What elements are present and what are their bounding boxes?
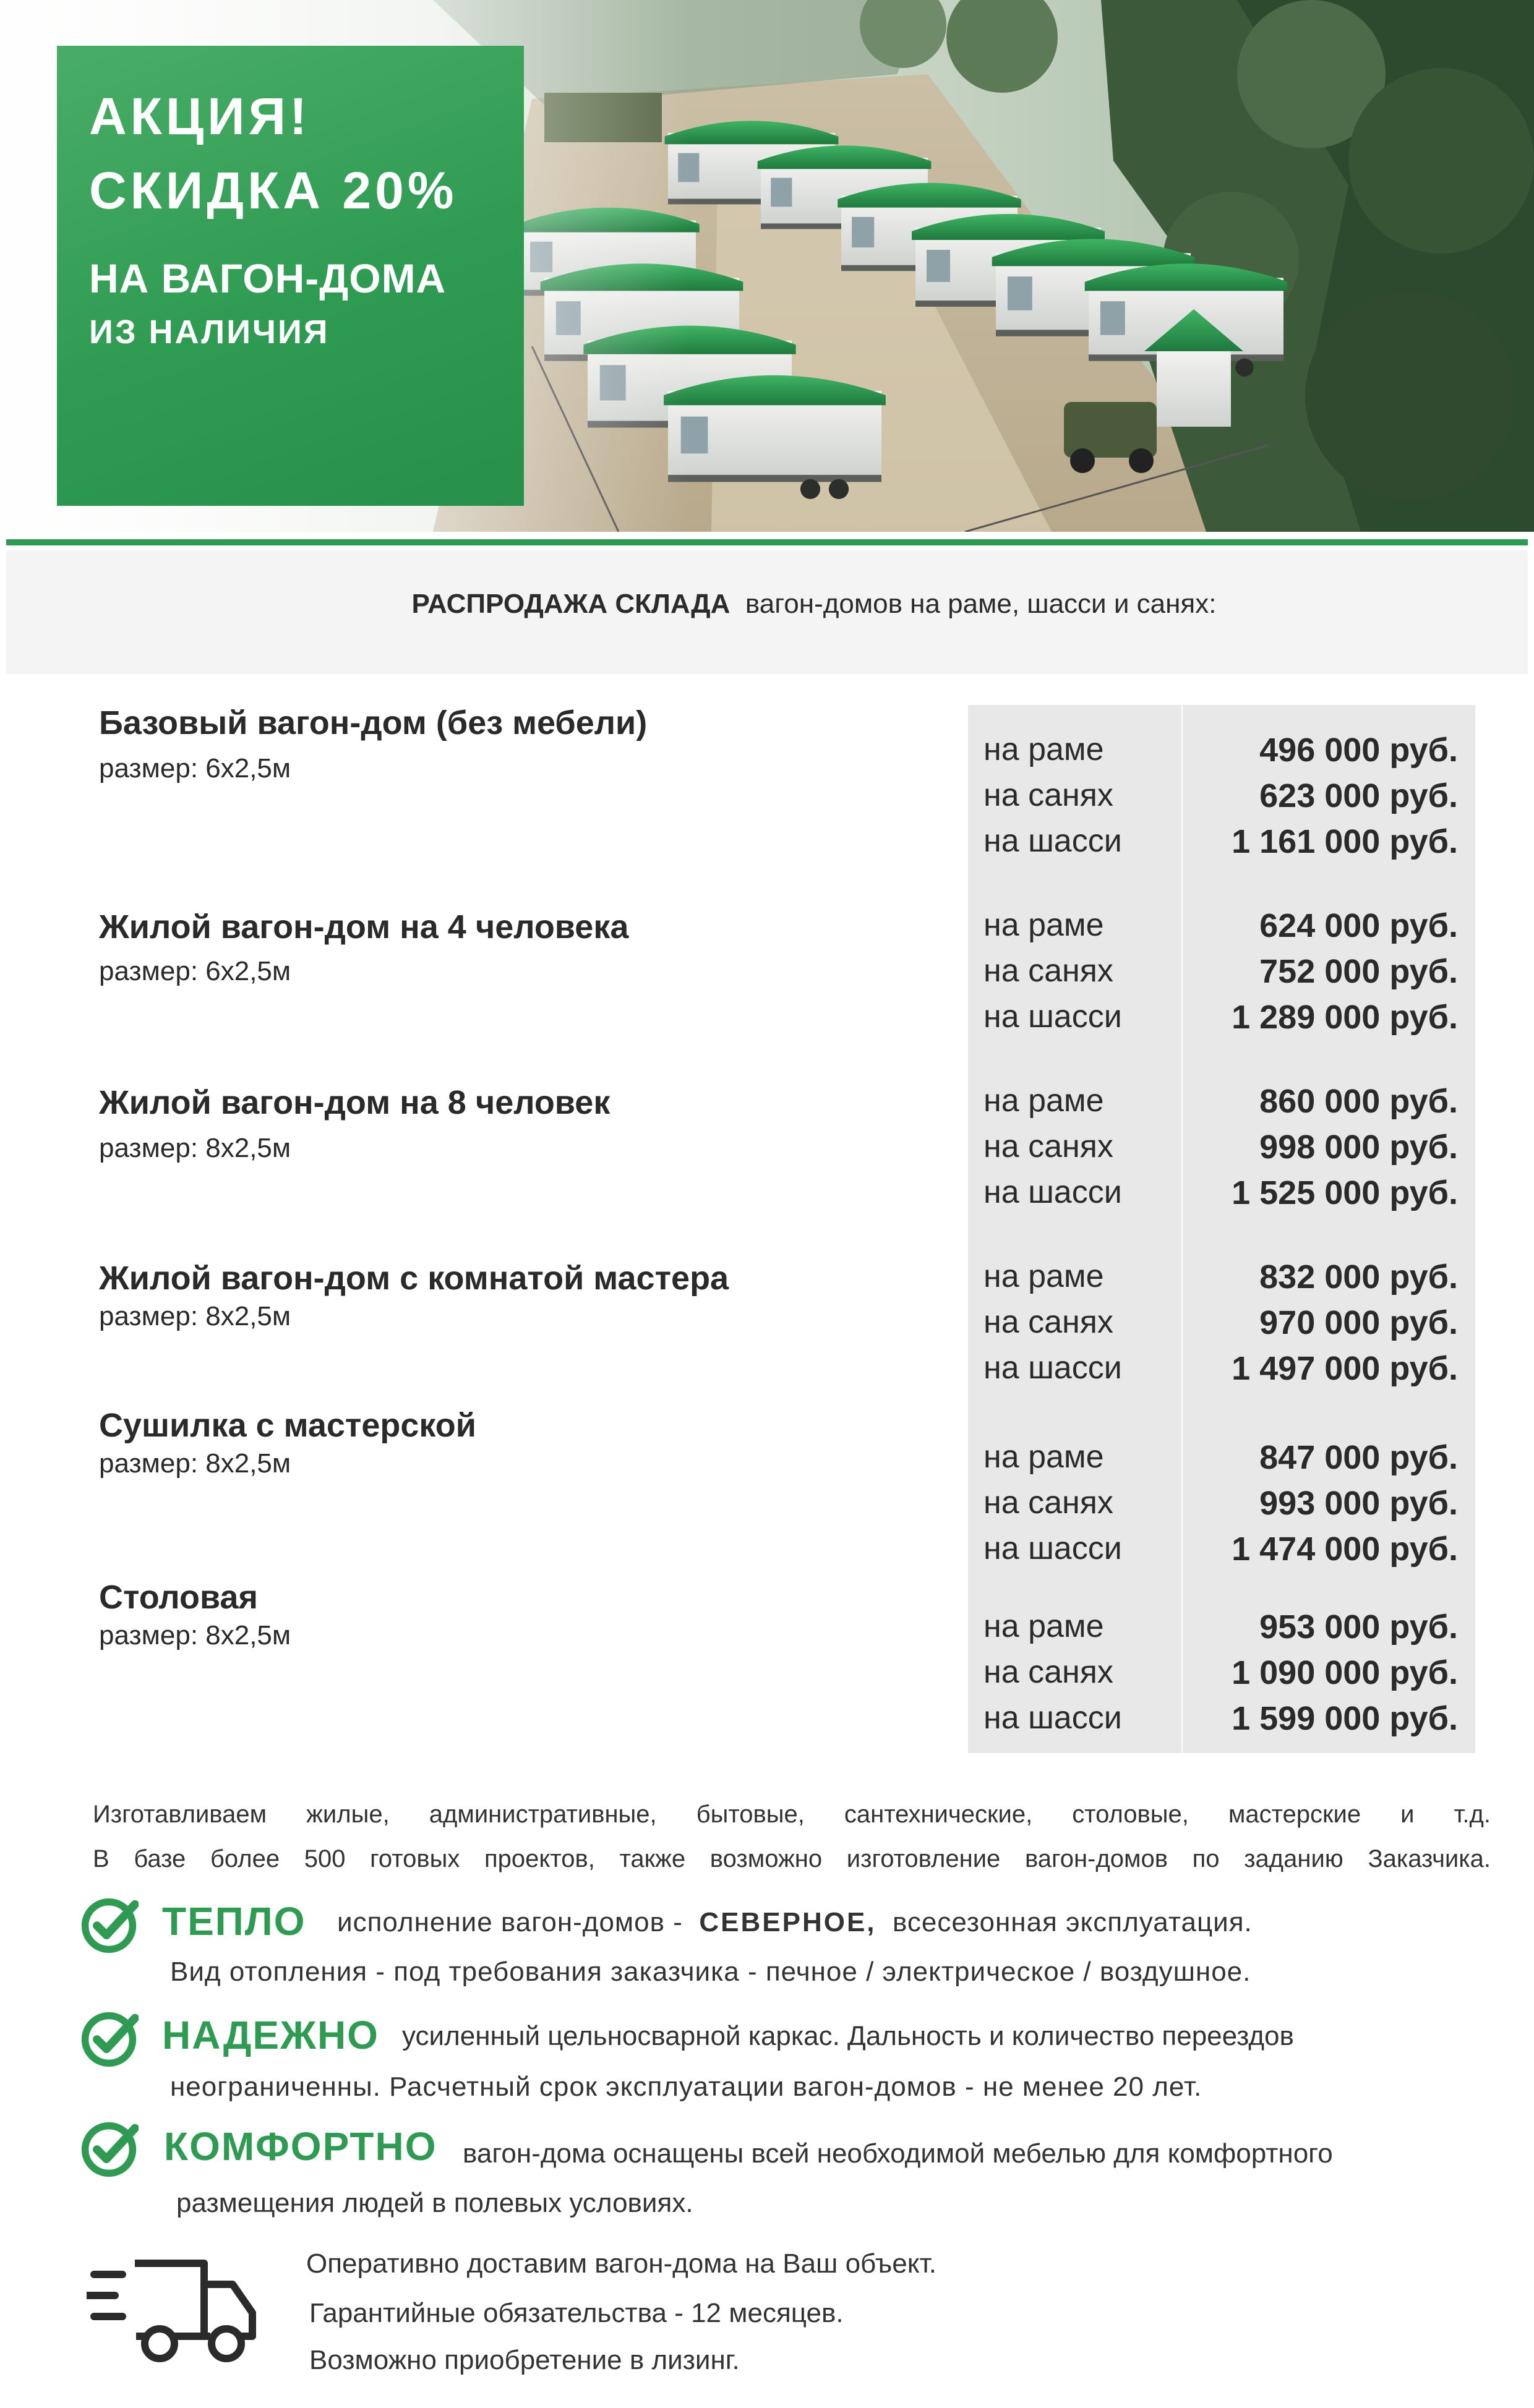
feature-text: Вид отопления - под требования заказчика - печное / электрическое / воздушное. [170,1957,1251,1987]
feature-text: размещения людей в полевых условиях. [176,2188,693,2218]
price-value: 970 000 руб. [1259,1304,1458,1341]
mount-label: на санях [983,953,1113,989]
feature-title-reliable: НАДЕЖНО [162,2013,379,2057]
promo-subject: НА ВАГОН-ДОМА [89,255,447,301]
check-circle-icon [79,2010,139,2069]
fast-truck-icon [87,2257,260,2368]
price-value: 832 000 руб. [1259,1258,1458,1296]
mount-label: на санях [983,1129,1113,1164]
item-name: Столовая [99,1579,258,1616]
delivery-line: Оперативно доставим вагон-дома на Ваш объект. [306,2248,937,2279]
price-value: 993 000 руб. [1259,1485,1458,1522]
feature-title-warm: ТЕПЛО [162,1899,306,1944]
check-circle-icon [79,1896,139,1955]
feature-text [337,1907,1253,1938]
price-value: 860 000 руб. [1259,1083,1458,1120]
mount-label: на шасси [983,1700,1122,1736]
item-name: Жилой вагон-дом на 8 человек [99,1084,611,1121]
section-subtitle [0,589,1534,620]
mount-label: на санях [983,1485,1113,1521]
price-value: 1 497 000 руб. [1232,1350,1458,1387]
promo-stock: ИЗ НАЛИЧИЯ [89,314,330,351]
item-size: размер: 8х2,5м [99,1448,291,1479]
mount-label: на шасси [983,999,1122,1035]
promo-badge [57,46,524,506]
mount-label: на шасси [983,823,1122,859]
mount-label: на раме [983,1439,1104,1475]
delivery-line: Гарантийные обязательства - 12 месяцев. [309,2298,844,2328]
feature-text: вагон-дома оснащены всей необходимой мебелью для комфортного [463,2138,1333,2169]
mount-label: на шасси [983,1174,1122,1210]
feature-text: неограниченны. Расчетный срок эксплуатации вагон-домов - не менее 20 лет. [170,2072,1202,2102]
delivery-line: Возможно приобретение в лизинг. [309,2345,740,2375]
mount-label: на раме [983,907,1104,943]
price-value: 623 000 руб. [1259,777,1458,814]
subtitle-rest: вагон-домов на раме, шасси и санях: [745,589,1217,619]
item-name: Сушилка с мастерской [99,1407,476,1444]
promo-title: АКЦИЯ! [89,87,311,145]
item-size: размер: 8х2,5м [99,1133,291,1163]
price-value: 847 000 руб. [1259,1439,1458,1476]
item-size: размер: 6х2,5м [99,753,291,783]
mount-label: на раме [983,732,1104,767]
item-name: Жилой вагон-дом с комнатой мастера [99,1260,729,1297]
description-line: Изготавливаем жилые, административные, бытовые, сантехнические, столовые, мастерские и т.д. [93,1801,1491,1828]
feature-text-part: исполнение вагон-домов - [337,1907,683,1937]
price-value: 752 000 руб. [1259,953,1458,990]
mount-label: на санях [983,1304,1113,1340]
price-value: 1 599 000 руб. [1232,1700,1458,1737]
price-column-shade [1183,705,1475,1753]
mount-label: на санях [983,777,1113,813]
mount-label: на раме [983,1258,1104,1294]
mount-label: на шасси [983,1531,1122,1566]
feature-text: усиленный цельносварной каркас. Дальность и количество переездов [402,2021,1294,2051]
price-value: 1 090 000 руб. [1232,1654,1458,1691]
mount-column-bg [968,705,1181,1753]
item-size: размер: 6х2,5м [99,956,291,986]
mount-label: на санях [983,1654,1113,1690]
price-value: 1 474 000 руб. [1232,1531,1458,1568]
feature-text-part: всесезонная эксплуатация. [892,1907,1253,1937]
mount-label: на раме [983,1608,1104,1644]
check-circle-icon [79,2120,139,2179]
promo-discount: СКИДКА 20% [89,161,458,220]
price-value: 496 000 руб. [1259,732,1458,769]
mount-label: на раме [983,1083,1104,1119]
price-value: 1 161 000 руб. [1232,823,1458,860]
item-size: размер: 8х2,5м [99,1301,291,1331]
description-line: В базе более 500 готовых проектов, также возможно изготовление вагон-домов по заданию Заказчика. [93,1845,1491,1872]
green-divider [6,539,1528,545]
subtitle-bold: РАСПРОДАЖА СКЛАДА [411,589,731,619]
price-value: 1 289 000 руб. [1232,999,1458,1036]
price-value: 953 000 руб. [1259,1608,1458,1646]
feature-title-comfort: КОМФОРТНО [164,2124,437,2169]
feature-text-bold: СЕВЕРНОЕ, [699,1907,876,1937]
item-name: Жилой вагон-дом на 4 человека [99,908,629,946]
price-value: 1 525 000 руб. [1232,1174,1458,1211]
item-size: размер: 8х2,5м [99,1620,291,1650]
hero-banner [0,0,1534,532]
item-name: Базовый вагон-дом (без мебели) [99,704,648,741]
mount-label: на шасси [983,1350,1122,1386]
price-value: 998 000 руб. [1259,1129,1458,1166]
price-value: 624 000 руб. [1259,907,1458,944]
